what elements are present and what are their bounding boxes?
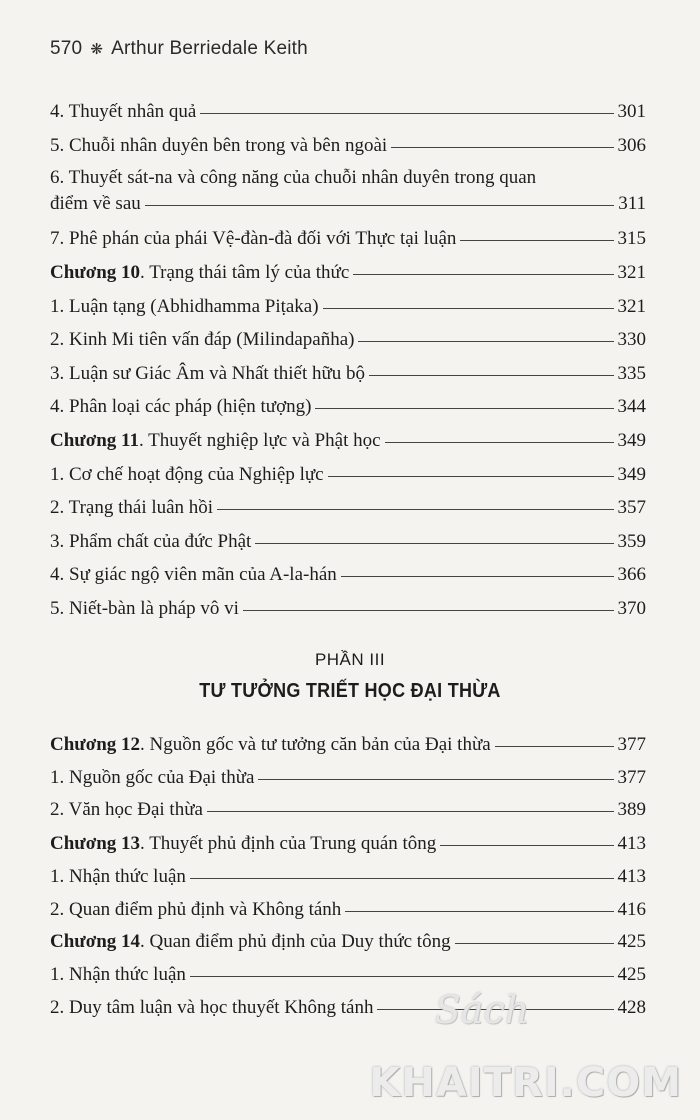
entry-title: 4. Thuyết nhân quả (50, 101, 197, 122)
toc-entry (50, 295, 646, 319)
entry-title: . Quan điểm phủ định của Duy thức tông (140, 931, 451, 952)
watermark-script: Sách (434, 988, 530, 1032)
chapter-label: Chương 13 (50, 833, 141, 854)
part-title: TƯ TƯỞNG TRIẾT HỌC ĐẠI THỪA (199, 680, 501, 702)
dot-leader (190, 878, 614, 879)
entry-page: 425 (617, 964, 646, 985)
entry-page: 413 (617, 833, 646, 854)
dot-leader (353, 274, 613, 275)
entry-page: 377 (617, 767, 646, 788)
entry-title: . Thuyết nghiệp lực và Phật học (138, 430, 381, 451)
entry-page: 370 (617, 598, 646, 619)
entry-title-line1: 6. Thuyết sát-na và công năng của chuỗi nhân duyên trong quan (50, 167, 537, 188)
dot-leader (391, 147, 613, 148)
chapter-label: Chương 11 (50, 430, 139, 451)
dot-leader (341, 576, 614, 577)
dot-leader (315, 408, 613, 409)
toc-entry (50, 134, 646, 158)
entry-page: 321 (617, 296, 646, 317)
entry-title: 3. Phẩm chất của đức Phật (50, 531, 252, 552)
entry-page: 349 (617, 464, 646, 485)
dot-leader (217, 509, 613, 510)
toc-entry (50, 898, 646, 922)
toc-entry (50, 227, 646, 251)
entry-title: 5. Niết-bàn là pháp vô vi (50, 598, 239, 619)
chapter-label: Chương 14 (50, 931, 141, 952)
entry-page: 301 (617, 101, 646, 122)
dot-leader (385, 442, 614, 443)
dot-leader (200, 113, 613, 114)
entry-title: 2. Quan điểm phủ định và Không tánh (50, 899, 342, 920)
entry-title: 1. Luận tạng (Abhidhamma Piṭaka) (50, 296, 319, 317)
entry-page: 330 (617, 329, 646, 350)
dot-leader (323, 308, 614, 309)
entry-title-continuation: điểm về sau (50, 193, 141, 214)
toc-entry (50, 192, 646, 216)
toc-entry (50, 563, 646, 587)
chapter-label: Chương 10 (50, 262, 141, 283)
entry-title: 1. Nguồn gốc của Đại thừa (50, 767, 255, 788)
dot-leader (369, 375, 613, 376)
toc-entry (50, 395, 646, 419)
entry-page: 306 (617, 135, 646, 156)
site-watermark (352, 986, 682, 1106)
running-header (50, 38, 308, 60)
watermark-text: KHAITRI.COM (369, 1060, 682, 1106)
entry-page: 377 (617, 734, 646, 755)
entry-title: 1. Nhận thức luận (50, 866, 186, 887)
entry-page: 359 (617, 531, 646, 552)
entry-title: 2. Kinh Mi tiên vấn đáp (Milindapañha) (50, 329, 355, 350)
toc-entry (50, 963, 646, 987)
toc-entry (50, 328, 646, 352)
entry-title: . Trạng thái tâm lý của thức (140, 262, 350, 283)
entry-title: 2. Trạng thái luân hồi (50, 497, 214, 518)
header-separator: ❋ (90, 41, 104, 58)
toc-entry (50, 798, 646, 822)
toc-entry (50, 463, 646, 487)
dot-leader (207, 811, 614, 812)
entry-title: 1. Nhận thức luận (50, 964, 186, 985)
toc-entry (50, 865, 646, 889)
dot-leader (255, 543, 613, 544)
entry-title: 1. Cơ chế hoạt động của Nghiệp lực (50, 464, 324, 485)
dot-leader (440, 845, 613, 846)
entry-page: 357 (617, 497, 646, 518)
entry-page: 366 (617, 564, 646, 585)
author-name: Arthur Berriedale Keith (111, 38, 308, 59)
entry-title: 2. Duy tâm luận và học thuyết Không tánh (50, 997, 374, 1018)
part-label: PHẦN III (314, 650, 386, 669)
entry-page: 311 (618, 193, 646, 214)
dot-leader (345, 911, 613, 912)
entry-page: 416 (617, 899, 646, 920)
toc-chapter-entry (50, 261, 646, 285)
dot-leader (495, 746, 614, 747)
toc-entry (50, 766, 646, 790)
entry-page: 321 (617, 262, 646, 283)
entry-title: 4. Sự giác ngộ viên mãn của A-la-hán (50, 564, 337, 585)
entry-page: 315 (617, 228, 646, 249)
dot-leader (145, 205, 614, 206)
entry-title: 2. Văn học Đại thừa (50, 799, 203, 820)
chapter-label: Chương 12 (50, 734, 141, 755)
toc-entry (50, 530, 646, 554)
toc-chapter-entry (50, 832, 646, 856)
toc-entry (50, 100, 646, 124)
toc-entry (50, 496, 646, 520)
entry-page: 413 (617, 866, 646, 887)
entry-title: 7. Phê phán của phái Vệ-đàn-đà đối với Thực tại luận (50, 228, 457, 249)
entry-title: . Thuyết phủ định của Trung quán tông (140, 833, 437, 854)
dot-leader (190, 976, 614, 977)
toc-entry (50, 362, 646, 386)
toc-entry (50, 597, 646, 621)
dot-leader (358, 341, 613, 342)
entry-title: 4. Phân loại các pháp (hiện tượng) (50, 396, 312, 417)
toc-chapter-entry (50, 733, 646, 757)
dot-leader (460, 240, 613, 241)
entry-page: 389 (617, 799, 646, 820)
dot-leader (455, 943, 614, 944)
toc-chapter-entry (50, 930, 646, 954)
entry-title: . Nguồn gốc và tư tưởng căn bản của Đại thừa (140, 734, 491, 755)
dot-leader (258, 779, 613, 780)
toc-chapter-entry (50, 429, 646, 453)
entry-title: 3. Luận sư Giác Âm và Nhất thiết hữu bộ (50, 363, 366, 384)
dot-leader (328, 476, 614, 477)
dot-leader (243, 610, 614, 611)
entry-page: 335 (617, 363, 646, 384)
entry-page: 428 (617, 997, 646, 1018)
entry-page: 349 (617, 430, 646, 451)
page-number: 570 (50, 38, 83, 59)
entry-page: 344 (617, 396, 646, 417)
entry-page: 425 (617, 931, 646, 952)
entry-title: 5. Chuỗi nhân duyên bên trong và bên ngoài (50, 135, 388, 156)
